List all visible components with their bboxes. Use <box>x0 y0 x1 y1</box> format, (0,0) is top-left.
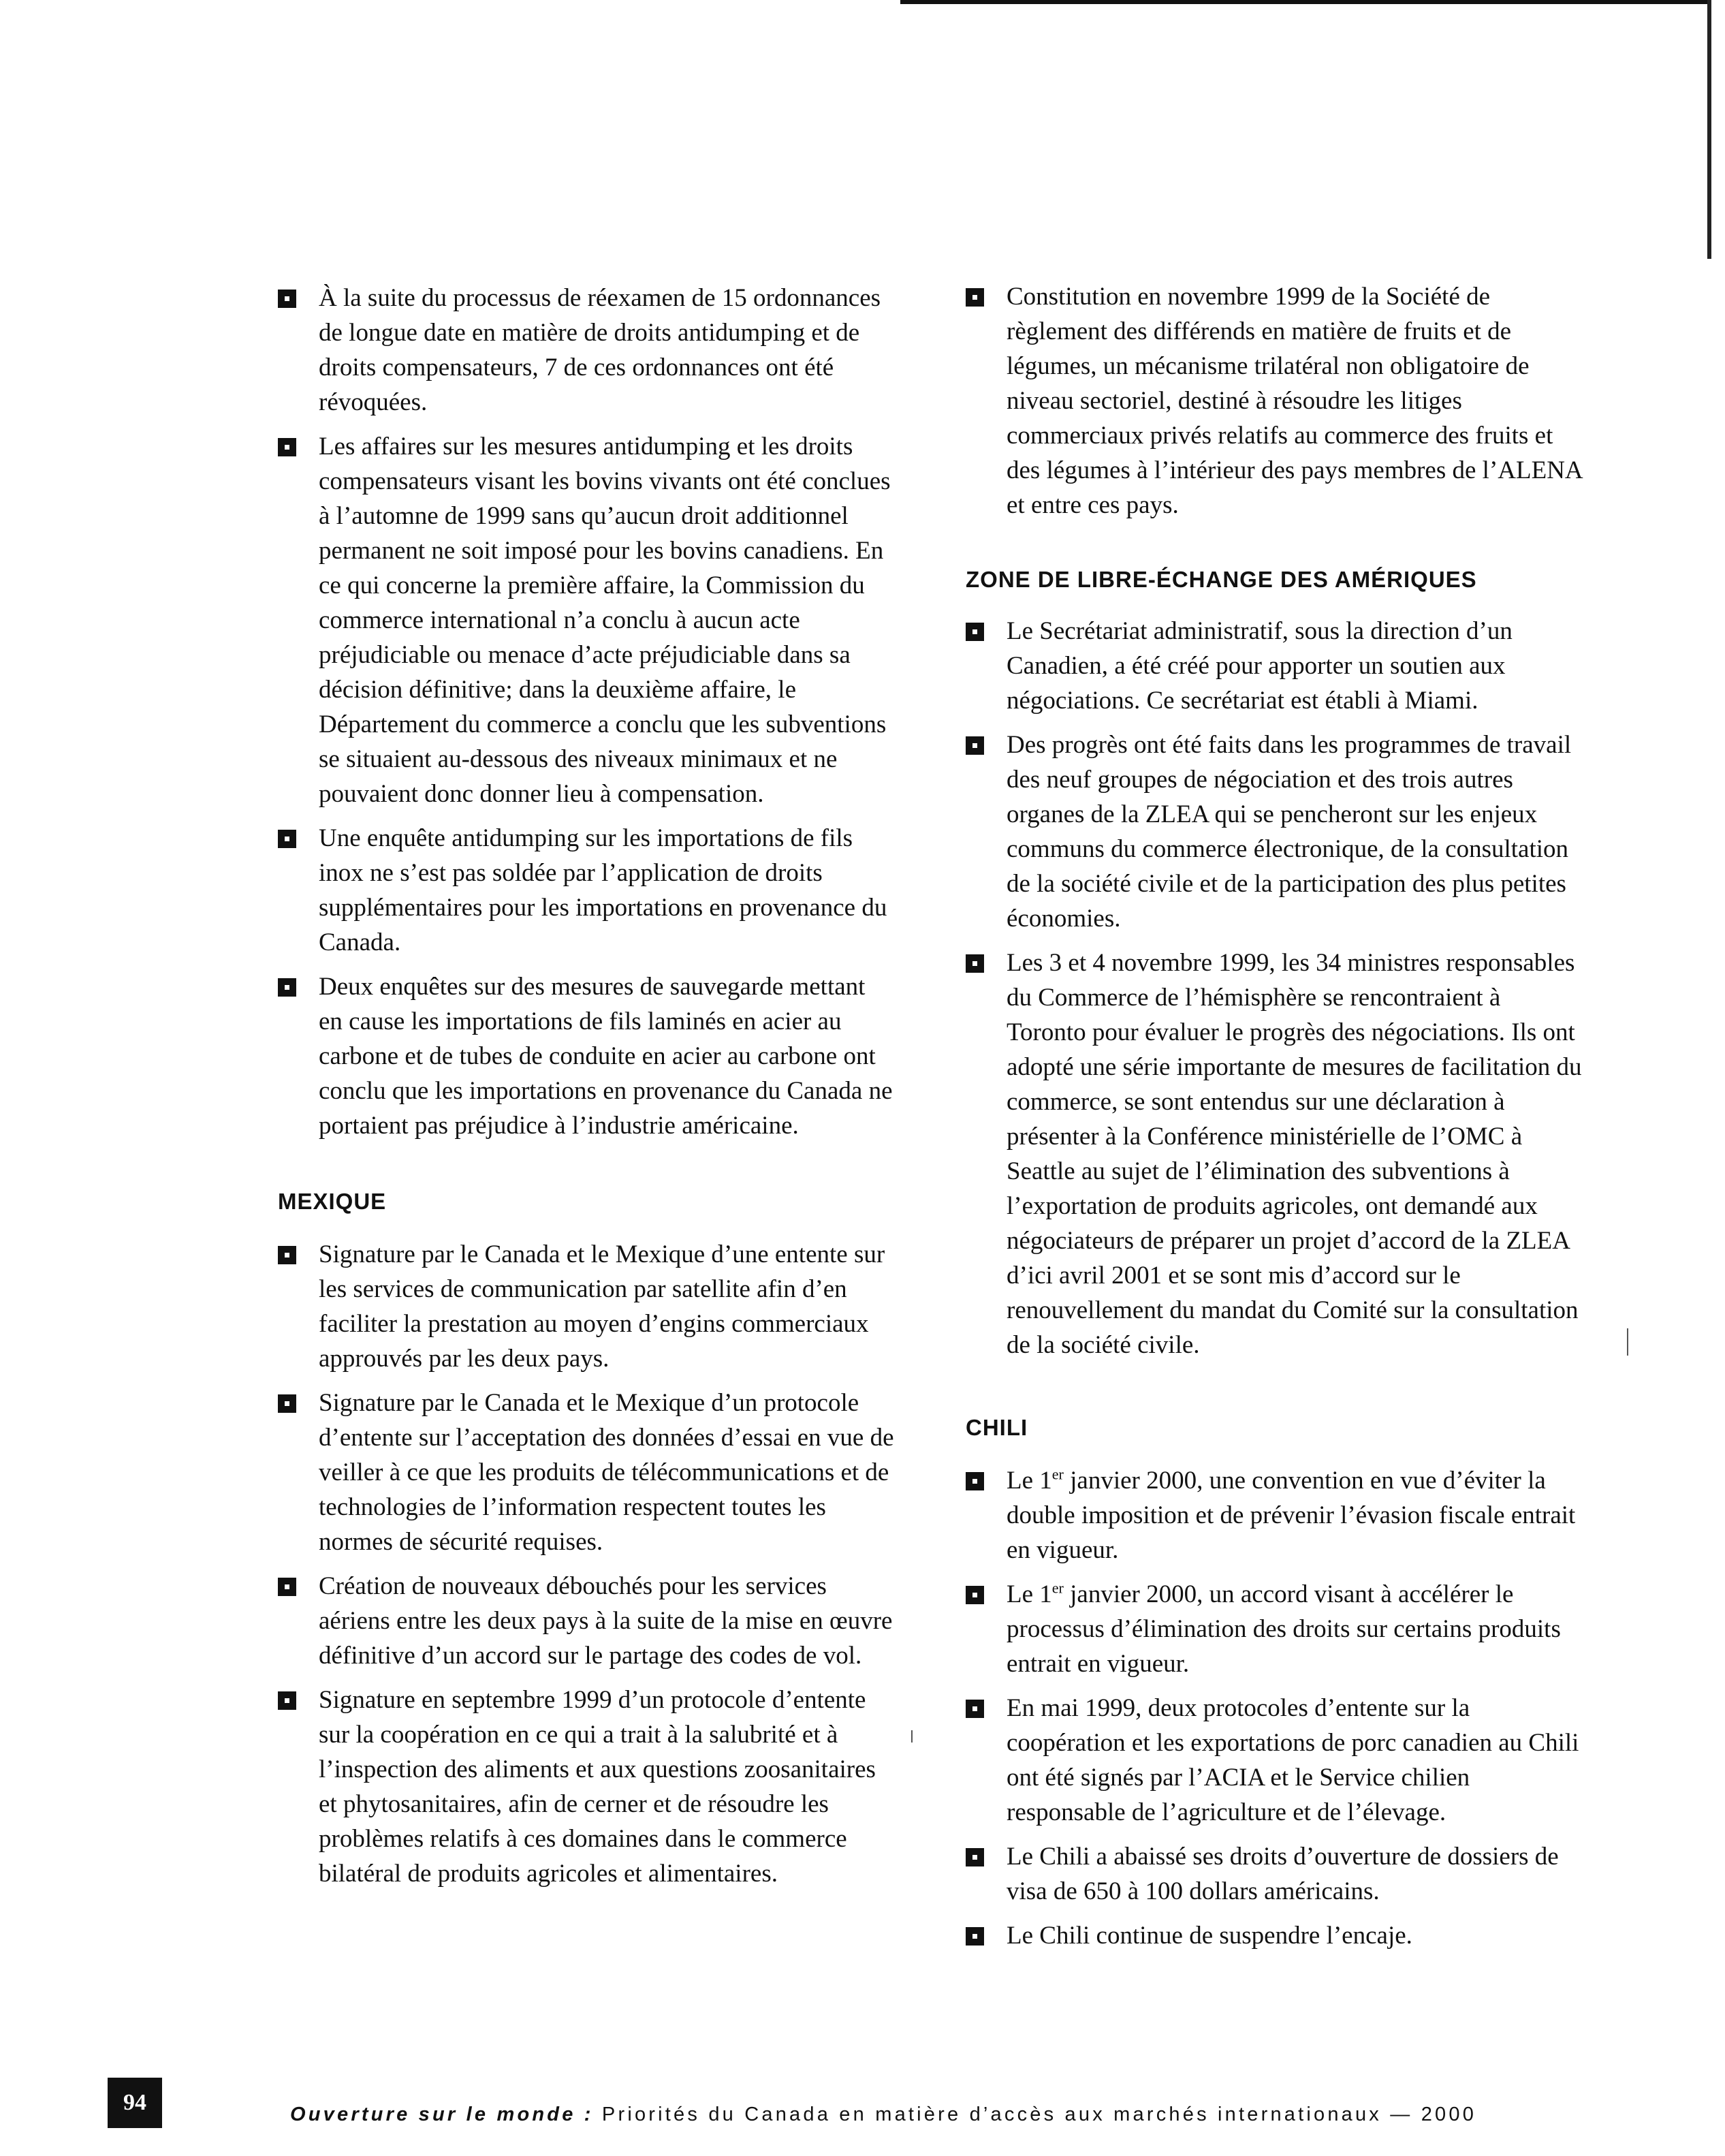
square-bullet-icon <box>278 290 296 308</box>
top-rule <box>900 0 1707 4</box>
list-item <box>966 1463 1582 1567</box>
list-item <box>966 728 1582 936</box>
list-item-text: À la suite du processus de réexamen de 15 ordonnances de longue date en matière de droits antidumping et de droits compensateurs, 7 de ces ordonnances ont été révoquées. <box>319 284 881 416</box>
right-column <box>966 279 1582 1963</box>
square-bullet-icon <box>966 1848 984 1866</box>
list-item <box>278 1683 894 1891</box>
list-item-text: Le 1er janvier 2000, une convention en vue d’éviter la double imposition et de prévenir l’évasion fiscale entrait en vigueur. <box>1007 1465 1576 1564</box>
list-item-text: Le 1er janvier 2000, un accord visant à accélérer le processus d’élimination des droits sur certains produits entrait en vigueur. <box>1007 1579 1561 1678</box>
ordinal-superscript: er <box>1051 1465 1064 1483</box>
list-item <box>278 429 894 811</box>
list-item <box>966 1918 1582 1953</box>
ordinal-superscript: er <box>1051 1579 1064 1597</box>
list-item <box>278 281 894 420</box>
list-item <box>966 614 1582 718</box>
list-item-text: Le Chili a abaissé ses droits d’ouverture de dossiers de visa de 650 à 100 dollars américains. <box>1007 1843 1559 1905</box>
list-item <box>966 946 1582 1362</box>
square-bullet-icon <box>966 1472 984 1490</box>
bullet-list-zlea <box>966 614 1582 1362</box>
list-item <box>278 1237 894 1376</box>
list-item <box>966 1839 1582 1909</box>
square-bullet-icon <box>278 1246 296 1264</box>
scan-artifact <box>911 1730 913 1743</box>
running-footer <box>290 2104 1476 2126</box>
square-bullet-icon <box>966 1586 984 1604</box>
list-item-text: Signature par le Canada et le Mexique d’un protocole d’entente sur l’acceptation des données d’essai en vue de veiller à ce que les produits de télécommunications et de technologies de l’information respectent toutes les normes de sécurité requises. <box>319 1389 894 1556</box>
scan-artifact <box>1627 1328 1628 1356</box>
list-item-text: Signature par le Canada et le Mexique d’une entente sur les services de communication par satellite afin d’en faciliter la prestation au moyen d’engins commerciaux approuvés par les deux pays. <box>319 1240 885 1373</box>
list-item <box>278 821 894 960</box>
left-column <box>278 281 894 1901</box>
bullet-list <box>966 279 1582 522</box>
bullet-list-chili <box>966 1463 1582 1953</box>
footer-subtitle: Priorités du Canada en matière d’accès aux marchés internationaux — 2000 <box>593 2104 1477 2125</box>
page-number: 94 <box>108 2078 162 2128</box>
square-bullet-icon <box>966 288 984 307</box>
list-item-text: Signature en septembre 1999 d’un protocole d’entente sur la coopération en ce qui a trait à la salubrité et à l’inspection des aliments et aux questions zoosanitaires et phytosanitaires, afin de cerner et de résoudre les problèmes relatifs à ces domaines dans le commerce bilatéral de produits agricoles et alimentaires. <box>319 1686 876 1888</box>
bullet-list-mexique <box>278 1237 894 1891</box>
list-item-text: Création de nouveaux débouchés pour les services aériens entre les deux pays à la suite de la mise en œuvre définitive d’un accord sur le partage des codes de vol. <box>319 1572 893 1670</box>
list-item-text: Constitution en novembre 1999 de la Société de règlement des différends en matière de fruits et de légumes, un mécanisme trilatéral non obligatoire de niveau sectoriel, destiné à résoudre les litiges commerciaux privés relatifs au commerce des fruits et des légumes à l’intérieur des pays membres de l’ALENA et entre ces pays. <box>1007 283 1582 519</box>
list-item <box>966 279 1582 522</box>
square-bullet-icon <box>966 1927 984 1946</box>
footer-title: Ouverture sur le monde : <box>290 2104 594 2125</box>
section-heading-zlea: ZONE DE LIBRE-ÉCHANGE DES AMÉRIQUES <box>966 567 1477 592</box>
list-item-text: Les affaires sur les mesures antidumping et les droits compensateurs visant les bovins vivants ont été conclues à l’automne de 1999 sans qu’aucun droit additionnel permanent ne soit imposé pour les bovins canadiens. En ce qui concerne la première affaire, la Commission du commerce international n’a conclu à aucun acte préjudiciable ou menace d’acte préjudiciable dans sa décision définitive; dans la deuxième affaire, le Département du commerce a conclu que les subventions se situaient au-dessous des niveaux minimaux et ne pouvaient donc donner lieu à compensation. <box>319 433 891 808</box>
list-item-text: Des progrès ont été faits dans les programmes de travail des neuf groupes de négociation et des trois autres organes de la ZLEA qui se pencheront sur les enjeux communs du commerce électronique, de la consultation de la société civile et de la participation des plus petites économies. <box>1007 731 1572 933</box>
list-item-text: Une enquête antidumping sur les importations de fils inox ne s’est pas soldée par l’application de droits supplémentaires pour les importations en provenance du Canada. <box>319 824 887 956</box>
square-bullet-icon <box>966 736 984 755</box>
list-item <box>966 1577 1582 1681</box>
square-bullet-icon <box>278 438 296 456</box>
list-item-text: Le Secrétariat administratif, sous la direction d’un Canadien, a été créé pour apporter un soutien aux négociations. Ce secrétariat est établi à Miami. <box>1007 617 1513 715</box>
section-heading-chili: CHILI <box>966 1415 1028 1440</box>
list-item-text: Deux enquêtes sur des mesures de sauvegarde mettant en cause les importations de fils laminés en acier au carbone et de tubes de conduite en acier au carbone ont conclu que les importations en provenance du Canada ne portaient pas préjudice à l’industrie américaine. <box>319 973 893 1140</box>
square-bullet-icon <box>278 1691 296 1710</box>
square-bullet-icon <box>278 978 296 997</box>
square-bullet-icon <box>966 1700 984 1718</box>
square-bullet-icon <box>966 623 984 641</box>
square-bullet-icon <box>966 954 984 973</box>
bullet-list <box>278 281 894 1143</box>
list-item <box>278 1386 894 1559</box>
list-item <box>278 1569 894 1673</box>
square-bullet-icon <box>278 1578 296 1596</box>
square-bullet-icon <box>278 830 296 848</box>
list-item-text: Le Chili continue de suspendre l’encaje. <box>1007 1922 1412 1950</box>
list-item-text: Les 3 et 4 novembre 1999, les 34 ministres responsables du Commerce de l’hémisphère se rencontraient à Toronto pour évaluer le progrès des négociations. Ils ont adopté une série importante de mesures de facilitation du commerce, se sont entendus sur une déclaration à présenter à la Conférence ministérielle de l’OMC à Seattle au sujet de l’élimination des subventions à l’exportation de produits agricoles, ont demandé aux négociateurs de préparer un projet d’accord de la ZLEA d’ici avril 2001 et se sont mis d’accord sur le renouvellement du mandat du Comité sur la consultation de la société civile. <box>1007 949 1582 1359</box>
list-item <box>966 1691 1582 1830</box>
square-bullet-icon <box>278 1394 296 1413</box>
list-item-text: En mai 1999, deux protocoles d’entente sur la coopération et les exportations de porc canadien au Chili ont été signés par l’ACIA et le Service chilien responsable de l’agriculture et de l’élevage. <box>1007 1694 1579 1826</box>
list-item <box>278 969 894 1143</box>
section-heading-mexique: MEXIQUE <box>278 1189 387 1214</box>
page-edge-mark <box>1707 0 1711 259</box>
